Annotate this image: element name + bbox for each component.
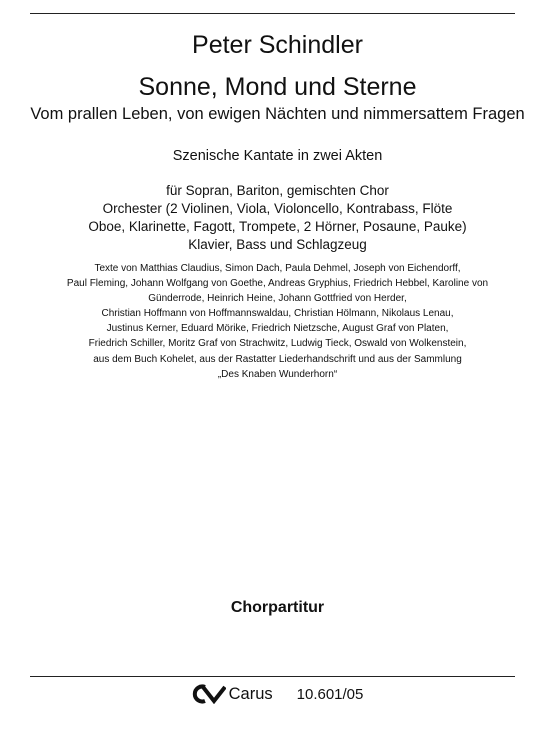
authors-line: „Des Knaben Wunderhorn“ <box>217 368 338 380</box>
scoring-line: Klavier, Bass und Schlagzeug <box>188 237 367 252</box>
authors-line: Paul Fleming, Johann Wolfgang von Goethe, Andreas Gryphius, Friedrich Hebbel, Karoline von <box>66 278 489 290</box>
work-title: Sonne, Mond und Sterne <box>138 73 417 101</box>
work-genre: Szenische Kantate in zwei Akten <box>172 148 383 164</box>
bottom-rule <box>30 676 515 677</box>
composer-name: Peter Schindler <box>192 31 363 59</box>
scoring-block <box>0 182 555 254</box>
authors-line: Christian Hoffmann von Hoffmannswaldau, Christian Hölmann, Nikolaus Lenau, <box>101 308 454 320</box>
publisher-name: Carus <box>228 684 273 703</box>
top-rule <box>30 13 515 14</box>
edition-label: Chorpartitur <box>230 599 325 616</box>
scoring-line: für Sopran, Bariton, gemischten Chor <box>166 183 389 198</box>
authors-line: aus dem Buch Kohelet, aus der Rastatter Liederhandschrift und aus der Sammlung <box>93 353 462 365</box>
authors-line: Friedrich Schiller, Moritz Graf von Strachwitz, Ludwig Tieck, Oswald von Wolkenstein, <box>88 338 467 350</box>
authors-line: Justinus Kerner, Eduard Mörike, Friedrich Nietzsche, August Graf von Platen, <box>106 323 449 335</box>
carus-logo-icon <box>192 684 226 704</box>
authors-line: Günderrode, Heinrich Heine, Johann Gottfried von Herder, <box>148 293 407 305</box>
catalog-number: 10.601/05 <box>296 685 364 703</box>
work-subtitle: Vom prallen Leben, von ewigen Nächten und nimmersattem Fragen <box>30 105 525 123</box>
scoring-line: Orchester (2 Violinen, Viola, Violoncello, Kontrabass, Flöte <box>102 201 453 216</box>
authors-line: Texte von Matthias Claudius, Simon Dach, Paula Dehmel, Joseph von Eichendorff, <box>94 263 461 274</box>
publisher-logo <box>192 684 273 704</box>
text-authors-block <box>0 261 555 382</box>
scoring-line: Oboe, Klarinette, Fagott, Trompete, 2 Hörner, Posaune, Pauke) <box>88 219 467 234</box>
publisher-footer <box>0 684 555 704</box>
